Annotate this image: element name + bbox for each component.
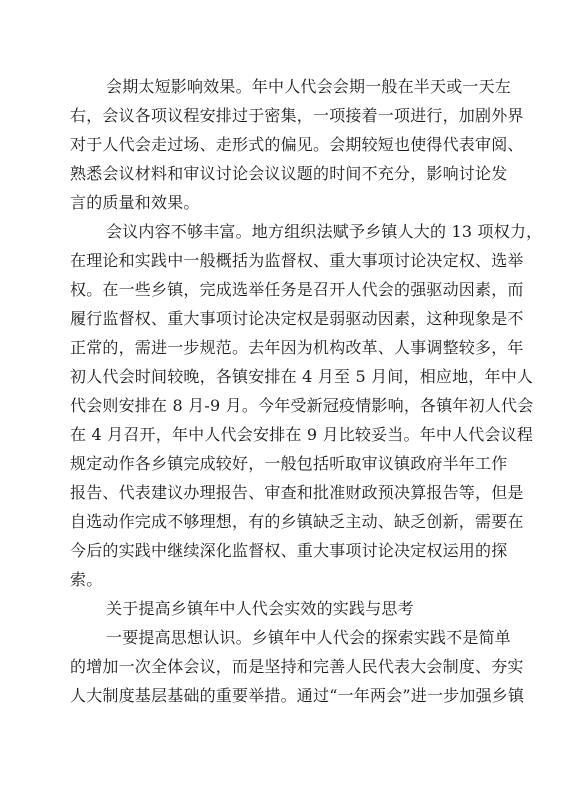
paragraph-line: 会议内容不够丰富。地方组织法赋予乡镇人大的 13 项权力， bbox=[106, 222, 543, 241]
paragraph-line: 的增加一次全体会议，而是坚持和完善人民代表大会制度、夯实 bbox=[70, 657, 524, 676]
body-text bbox=[70, 72, 543, 710]
paragraph-line: 履行监督权、重大事项讨论决定权是弱驱动因素，这种现象是不 bbox=[70, 309, 524, 328]
paragraph-line: 在 4 月召开，年中人代会安排在 9 月比较妥当。年中人代会议程 bbox=[70, 425, 534, 444]
paragraph-line: 言的质量和效果。 bbox=[70, 193, 200, 212]
paragraph-line: 权。在一些乡镇，完成选举任务是召开人代会的强驱动因素，而 bbox=[70, 280, 524, 299]
paragraph-line: 一要提高思想认识。乡镇年中人代会的探索实践不是简单 bbox=[106, 628, 512, 647]
paragraph-line: 在理论和实践中一般概括为监督权、重大事项讨论决定权、选举 bbox=[70, 251, 524, 270]
paragraph-line: 代会则安排在 8 月-9 月。今年受新冠疫情影响，各镇年初人代会 bbox=[70, 396, 534, 415]
paragraph-line: 右，会议各项议程安排过于密集，一项接着一项进行，加剧外界 bbox=[70, 106, 524, 125]
section-heading: 关于提高乡镇年中人代会实效的实践与思考 bbox=[106, 599, 414, 618]
paragraph-line: 规定动作各乡镇完成较好，一般包括听取审议镇政府半年工作 bbox=[70, 454, 508, 473]
paragraph-line: 正常的，需进一步规范。去年因为机构改革、人事调整较多，年 bbox=[70, 338, 524, 357]
paragraph-line: 会期太短影响效果。年中人代会会期一般在半天或一天左 bbox=[106, 77, 512, 96]
paragraph-line: 自选动作完成不够理想，有的乡镇缺乏主动、缺乏创新，需要在 bbox=[70, 512, 524, 531]
paragraph-line: 熟悉会议材料和审议讨论会议议题的时间不充分，影响讨论发 bbox=[70, 164, 508, 183]
paragraph-line: 今后的实践中继续深化监督权、重大事项讨论决定权运用的探 bbox=[70, 541, 508, 560]
paragraph-line: 初人代会时间较晚，各镇安排在 4 月至 5 月间，相应地，年中人 bbox=[70, 367, 534, 386]
paragraph-line: 对于人代会走过场、走形式的偏见。会期较短也使得代表审阅、 bbox=[70, 135, 524, 154]
paragraph-line: 人大制度基层基础的重要举措。通过“一年两会”进一步加强乡镇 bbox=[70, 686, 525, 705]
paragraph-line: 报告、代表建议办理报告、审查和批准财政预决算报告等，但是 bbox=[70, 483, 524, 502]
paragraph-line: 索。 bbox=[70, 570, 103, 589]
